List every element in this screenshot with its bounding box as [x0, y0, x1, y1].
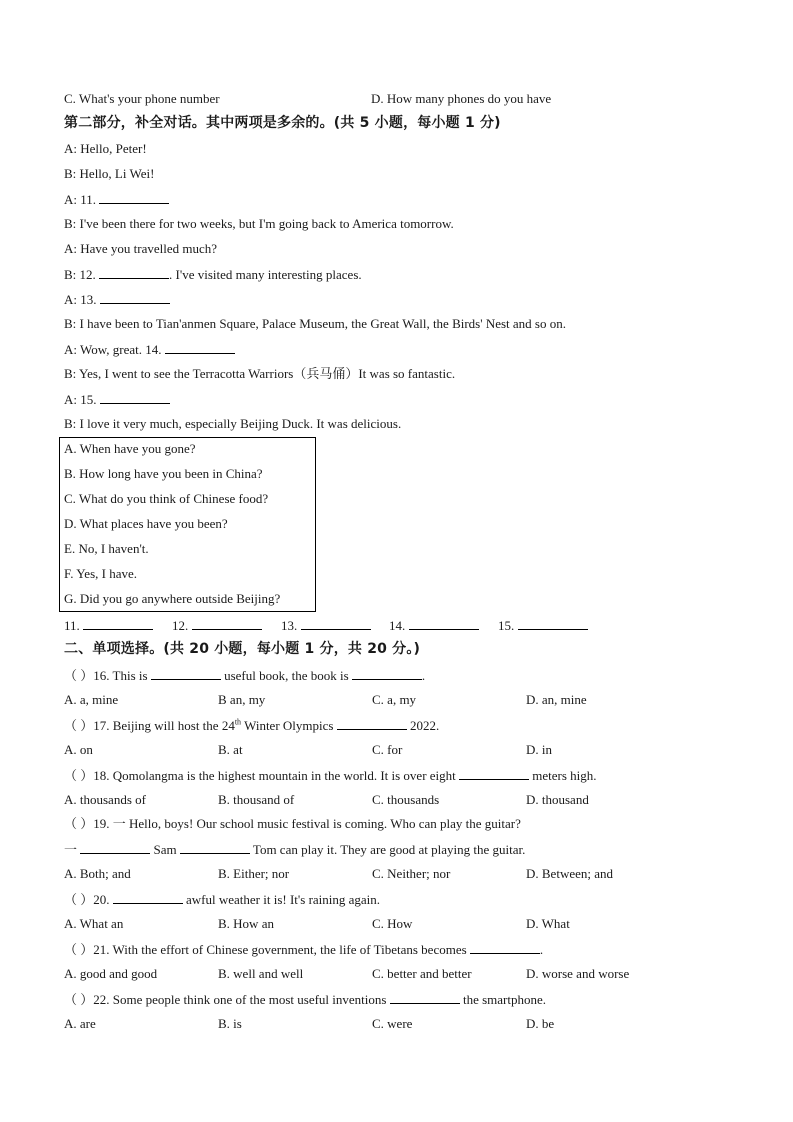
q-option-d: D. How many phones do you have: [371, 91, 552, 106]
dialogue-line: B: Yes, I went to see the Terracotta Warriors（兵马俑）It was so fantastic.: [64, 366, 456, 381]
choice-option[interactable]: B. How an: [218, 916, 274, 931]
choice-option[interactable]: C. thousands: [372, 792, 440, 807]
choice-option[interactable]: A. thousands of: [64, 792, 146, 807]
answer-blank[interactable]: [83, 617, 153, 630]
answer-blank[interactable]: [192, 617, 262, 630]
answer-blank[interactable]: [99, 266, 169, 279]
dialogue-option: C. What do you think of Chinese food?: [64, 491, 269, 506]
choice-option[interactable]: C. a, my: [372, 692, 417, 707]
choice-option[interactable]: A. What an: [64, 916, 124, 931]
answer-blank[interactable]: [80, 841, 150, 854]
answer-blank[interactable]: [151, 667, 221, 680]
dialogue-line: B: 12. . I've visited many interesting places.: [64, 267, 362, 282]
choice-option[interactable]: D. be: [526, 1016, 555, 1031]
dialogue-option: G. Did you go anywhere outside Beijing?: [64, 591, 281, 606]
answer-blank[interactable]: [337, 717, 407, 730]
answer-blank[interactable]: [470, 941, 540, 954]
choice-option[interactable]: C. for: [372, 742, 403, 757]
answer-blank[interactable]: [100, 291, 170, 304]
dialogue-line: A: Have you travelled much?: [64, 241, 218, 256]
question-stem: （ ）18. Qomolangma is the highest mountain in the world. It is over eight meters high.: [64, 768, 597, 783]
answer-blank[interactable]: [390, 991, 460, 1004]
answer-blank[interactable]: [113, 891, 183, 904]
choice-option[interactable]: B. Either; nor: [218, 866, 290, 881]
answer-blank[interactable]: [180, 841, 250, 854]
answer-slot: 15.: [498, 617, 588, 633]
answer-paren[interactable]: （ ）: [64, 942, 94, 957]
choice-option[interactable]: D. an, mine: [526, 692, 587, 707]
q-option-c: C. What's your phone number: [64, 91, 220, 106]
dialogue-line: A: 11.: [64, 191, 169, 207]
answer-blank[interactable]: [165, 341, 235, 354]
answer-blank[interactable]: [99, 191, 169, 204]
choice-option[interactable]: B. thousand of: [218, 792, 295, 807]
dialogue-option: D. What places have you been?: [64, 516, 228, 531]
dialogue-line: A: 15.: [64, 391, 170, 407]
dialogue-line: B: I have been to Tian'anmen Square, Palace Museum, the Great Wall, the Birds' Nest and so on.: [64, 316, 566, 331]
choice-option[interactable]: B. is: [218, 1016, 242, 1031]
answer-slot: 14.: [389, 617, 479, 633]
answer-paren[interactable]: （ ）: [64, 768, 94, 783]
question-stem: （ ）16. This is useful book, the book is .: [64, 668, 426, 683]
section-heading-choice: 二、单项选择。(共 20 小题，每小题 1 分，共 20 分。): [64, 641, 421, 657]
dialogue-line: A: 13.: [64, 291, 170, 307]
answer-blank[interactable]: [100, 391, 170, 404]
question-stem: （ ）17. Beijing will host the 24th Winter Olympics 2022.: [64, 717, 440, 733]
dialogue-line: B: Hello, Li Wei!: [64, 166, 155, 181]
answer-blank[interactable]: [518, 617, 588, 630]
answer-paren[interactable]: （ ）: [64, 892, 94, 907]
choice-option[interactable]: B an, my: [218, 692, 266, 707]
question-stem: （ ）22. Some people think one of the most useful inventions the smartphone.: [64, 992, 546, 1007]
answer-blank[interactable]: [459, 767, 529, 780]
choice-option[interactable]: C. were: [372, 1016, 413, 1031]
choice-option[interactable]: D. worse and worse: [526, 966, 630, 981]
dialogue-line: A: Wow, great. 14.: [64, 341, 235, 357]
choice-option[interactable]: D. in: [526, 742, 552, 757]
section-heading-dialogue: 第二部分，补全对话。其中两项是多余的。(共 5 小题，每小题 1 分): [64, 115, 501, 131]
choice-option[interactable]: A. a, mine: [64, 692, 119, 707]
choice-option[interactable]: A. are: [64, 1016, 96, 1031]
answer-paren[interactable]: （ ）: [64, 816, 94, 831]
question-stem: （ ）20. awful weather it is! It's raining again.: [64, 892, 381, 907]
answer-slot: 12.: [172, 617, 262, 633]
choice-option[interactable]: D. What: [526, 916, 570, 931]
dialogue-line: B: I love it very much, especially Beijing Duck. It was delicious.: [64, 416, 402, 431]
choice-option[interactable]: A. good and good: [64, 966, 158, 981]
choice-option[interactable]: D. Between; and: [526, 866, 614, 881]
dialogue-option: A. When have you gone?: [64, 441, 196, 456]
choice-option[interactable]: C. How: [372, 916, 413, 931]
choice-option[interactable]: B. at: [218, 742, 243, 757]
answer-slot: 11.: [64, 617, 153, 633]
question-stem-continued: 一 Sam Tom can play it. They are good at playing the guitar.: [64, 842, 526, 857]
answer-blank[interactable]: [409, 617, 479, 630]
answer-blank[interactable]: [301, 617, 371, 630]
answer-paren[interactable]: （ ）: [64, 668, 94, 683]
answer-paren[interactable]: （ ）: [64, 992, 94, 1007]
question-stem: （ ）21. With the effort of Chinese government, the life of Tibetans becomes .: [64, 942, 544, 957]
answer-slot: 13.: [281, 617, 371, 633]
dialogue-option: E. No, I haven't.: [64, 541, 149, 556]
choice-option[interactable]: B. well and well: [218, 966, 304, 981]
dialogue-option: B. How long have you been in China?: [64, 466, 263, 481]
choice-option[interactable]: C. better and better: [372, 966, 472, 981]
dialogue-option: F. Yes, I have.: [64, 566, 137, 581]
choice-option[interactable]: D. thousand: [526, 792, 589, 807]
question-stem: （ ）19. 一 Hello, boys! Our school music festival is coming. Who can play the guitar?: [64, 816, 521, 831]
answer-blank[interactable]: [352, 667, 422, 680]
choice-option[interactable]: C. Neither; nor: [372, 866, 451, 881]
dialogue-line: B: I've been there for two weeks, but I'm going back to America tomorrow.: [64, 216, 454, 231]
answer-paren[interactable]: （ ）: [64, 718, 94, 733]
choice-option[interactable]: A. on: [64, 742, 93, 757]
dialogue-line: A: Hello, Peter!: [64, 141, 147, 156]
choice-option[interactable]: A. Both; and: [64, 866, 131, 881]
